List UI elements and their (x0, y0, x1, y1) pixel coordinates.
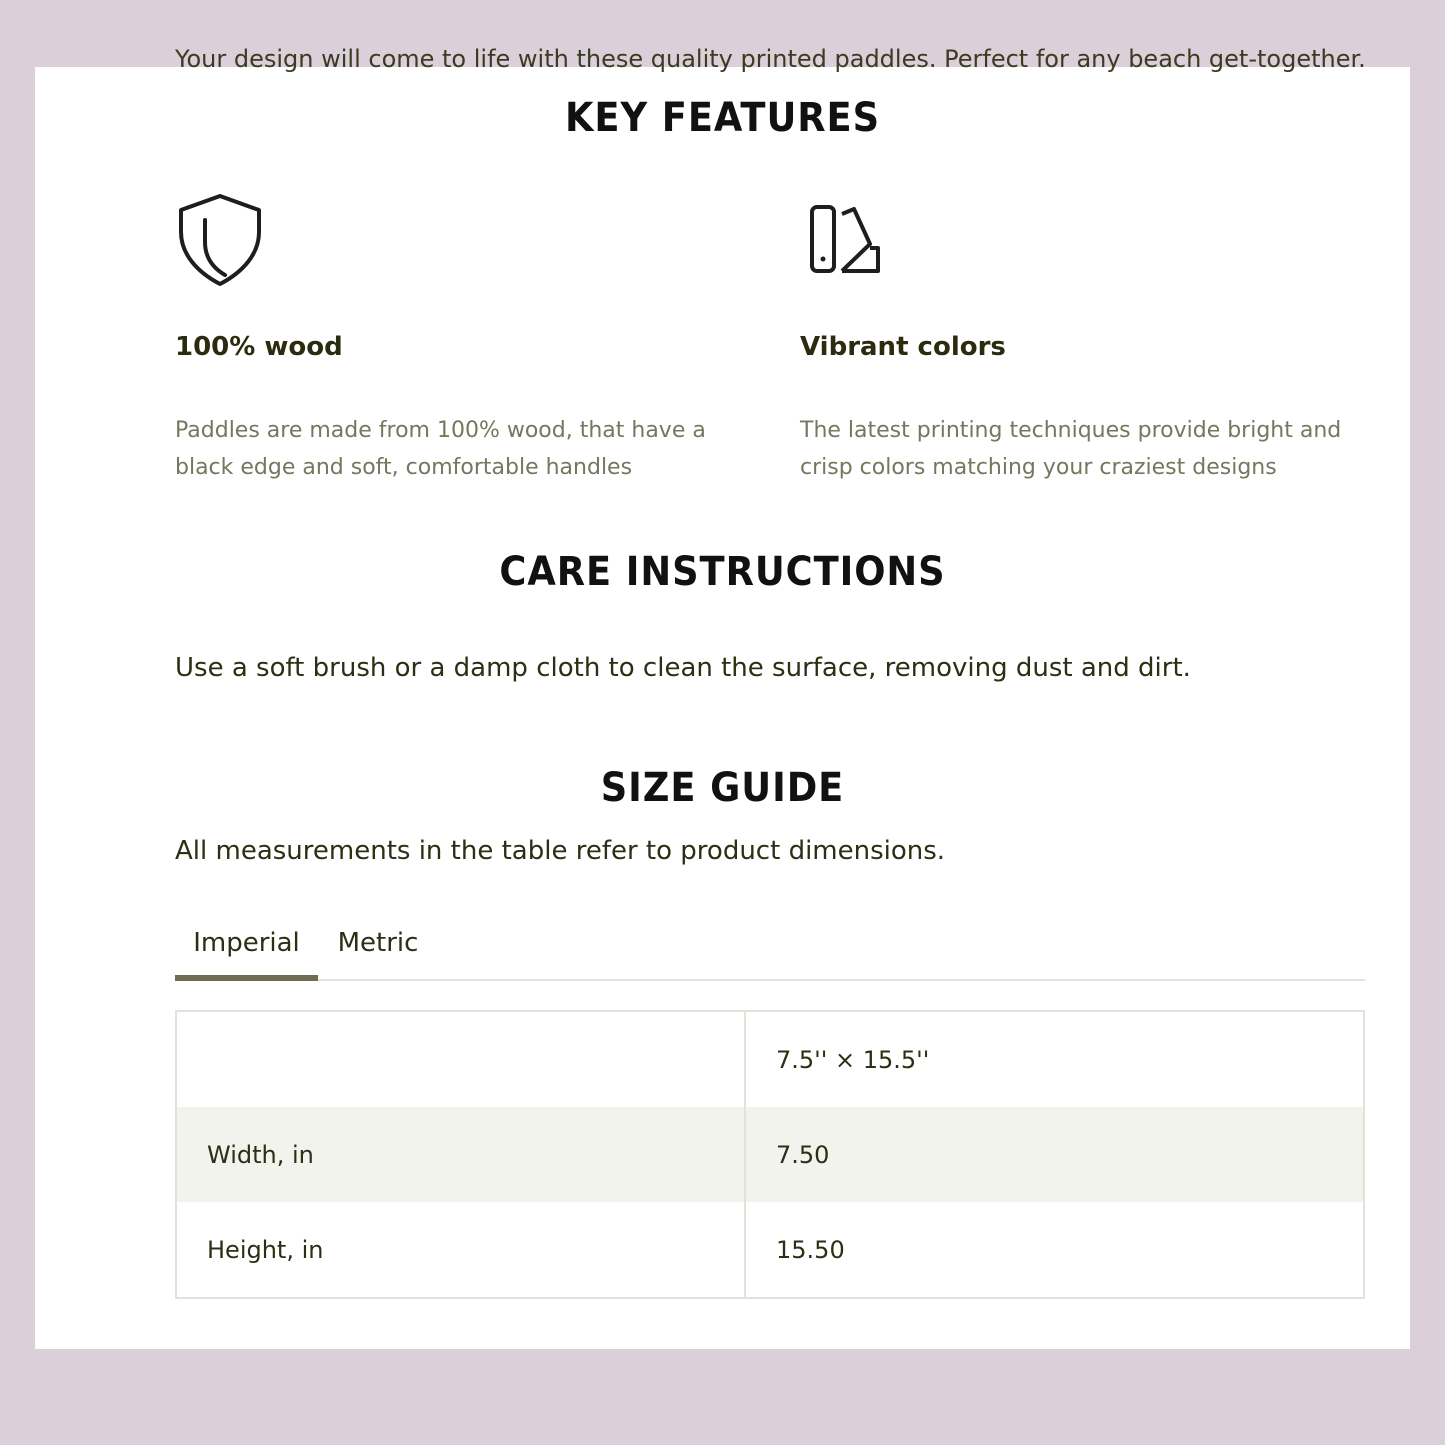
size-guide-note: All measurements in the table refer to product dimensions. (175, 836, 946, 866)
color-swatch-icon (800, 192, 890, 287)
size-guide-title: SIZE GUIDE (600, 765, 845, 811)
table-header-row (176, 1011, 1364, 1107)
feature-description: Paddles are made from 100% wood, that have a black edge and soft, comfortable handles (175, 418, 706, 480)
table-cell (176, 1011, 745, 1107)
table-cell: 7.50 (745, 1107, 1364, 1202)
table-row (176, 1202, 1364, 1298)
partial-intro-text: Your design will come to life with these quality printed paddles. Perfect for any beach get-together. (175, 45, 1366, 73)
active-tab-indicator (175, 975, 318, 981)
table-cell: Height, in (176, 1202, 745, 1298)
feature-title: Vibrant colors (800, 332, 1006, 362)
table-cell: 15.50 (776, 1235, 845, 1264)
care-instructions-text: Use a soft brush or a damp cloth to clean the surface, removing dust and dirt. (175, 653, 1191, 683)
table-cell: Width, in (176, 1107, 745, 1202)
size-table (175, 1010, 1365, 1299)
table-row (176, 1107, 1364, 1202)
tab-imperial[interactable]: Imperial (193, 928, 300, 958)
care-instructions-title: CARE INSTRUCTIONS (499, 549, 946, 595)
feature-description: The latest printing techniques provide bright and crisp colors matching your craziest designs (800, 418, 1342, 480)
table-cell: 7.5'' × 15.5'' (776, 1045, 930, 1074)
key-features-title: KEY FEATURES (564, 95, 881, 141)
feature-title: 100% wood (175, 332, 343, 362)
shield-icon (175, 192, 265, 287)
unit-tabs (175, 915, 1365, 981)
content-card (35, 45, 1410, 1349)
tab-metric[interactable]: Metric (337, 928, 419, 958)
